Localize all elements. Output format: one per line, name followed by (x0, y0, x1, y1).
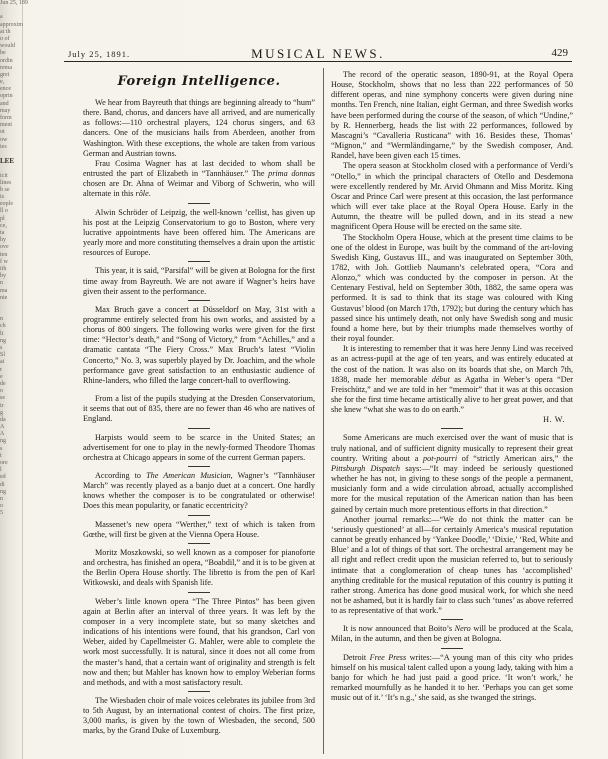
separator-rule (188, 592, 210, 593)
article-werther: Massenet’s new opera “Werther,” text of which is taken from Gœthe, will first be given at the Vienna Opera House. (83, 519, 315, 539)
author-signature: H. W. (543, 415, 565, 425)
edge-fragment: ed (0, 474, 6, 481)
edge-fragment: ove (0, 244, 9, 251)
edge-fragment: Sl (0, 352, 6, 359)
edge-fragment: ll o (0, 208, 8, 215)
edge-fragment: nie (0, 294, 8, 301)
separator-rule (188, 466, 210, 467)
text-run: It is now announced that Boito’s (343, 624, 455, 634)
separator-rule (188, 389, 210, 390)
edge-fragment: n (0, 495, 3, 502)
edge-fragment: s (0, 445, 3, 452)
article-max-bruch: Max Bruch gave a concert at Düsseldorf on May, 31st with a programme entirely selected from his own works, and assisted by a chorus of 800 singers. The following works were given for the first time: “Hector’s death,” and “Song of Victory,” from “Achilles,” and a dramatic cantata “The Fiery Cross.” Max Bruch’s latest “Violin Concerto,” No. 3, was superbly played by Dr. Joachim, and the whole performance gave great satisfaction to an enthusiastic audience of Rhine-landers, who filled the large concert-hall to overflowing. (83, 304, 315, 385)
edge-fragment: ten (0, 251, 8, 258)
text-run: début (431, 374, 450, 384)
edge-fragment: ng (0, 438, 6, 445)
edge-fragment: may (0, 107, 11, 114)
edge-fragment: ies (0, 143, 7, 150)
edge-fragment: n (0, 280, 3, 287)
article-bayreuth: We hear from Bayreuth that things are beginning already to “hum” there. Band, chorus, and dancers have all arrived, and are numerically as follows:—110 orchestral players, 124 chorus singers, and 63 dancers. One of the musicians hails from Aberdeen, another from Washington. With these exceptions, the whole are taken from various German and Austrian towns. (83, 98, 315, 158)
text-run: Detroit (343, 652, 370, 662)
text-run: writes:—“A young man of this city who prides himself on his musical talent called upon a young lady, taking with him a banjo for which he had just paid a good price. ‘It won’t work,’ he remarked mournfully as he handed it to her. ‘Perhaps you can get some music out of it.’ ‘It’s n.g.,’ she said, as she twanged the strings. (331, 652, 573, 703)
edge-fragment: pl (0, 215, 5, 222)
article-wiesbaden: The Wiesbaden choir of male voices celebrates its jubilee from 3rd to 5th August, by an international contest of choirs. The first prize, 3,000 marks, is given by the town of Wiesbaden, the second, 500 marks, by the Grand Duke of Luxemburg. (83, 695, 315, 736)
edge-fragment: ore (0, 460, 8, 466)
edge-fragment: di (0, 481, 5, 488)
edge-fragment (0, 309, 22, 316)
edge-fragment: hy (0, 237, 6, 244)
edge-fragment: by (0, 273, 6, 280)
edge-fragment: ir (0, 402, 4, 409)
edge-fragment (0, 7, 22, 14)
column-divider (323, 68, 324, 754)
edge-fragment: gret (0, 71, 10, 78)
text-run: According to (95, 471, 147, 480)
edge-fragment: ng (0, 337, 6, 344)
separator-rule (188, 515, 210, 516)
edge-fragment: is (0, 194, 5, 201)
edge-fragment: l (0, 467, 2, 474)
text-run: pot-pourri (423, 453, 458, 463)
edge-fragment: ith (0, 265, 7, 272)
article-three-pintos: Weber’s little known opera “The Three Pintos” has been given again at Berlin after an interval of three years. It was left by the composer in a very incomplete state, but so many sketches and indications of his intentions were found, that his grandson, Carl von Weber, aided by Capellmeister G. Mahler, were able to complete the work most successfully. It is natural, since it does not all come from the master’s hand, that a certain want of originality and strength is felt now and then; but Mahler has known how to employ Weberian forms and methods, and with a most satisfactory result. (83, 596, 315, 687)
edge-fragment: o of (0, 35, 10, 42)
text-run: Free Press (369, 652, 407, 662)
edge-fragment: ow (0, 136, 8, 143)
separator-rule (441, 619, 463, 620)
edge-fragment: g (0, 409, 3, 416)
edge-fragment: ce, (0, 222, 7, 229)
edge-fragment: a (0, 14, 3, 21)
text-run: prima donnas (268, 169, 315, 179)
masthead-title: MUSICAL NEWS. (251, 46, 385, 61)
edge-fragment: be (0, 50, 6, 57)
edge-fragment: rema (0, 64, 12, 71)
separator-rule (188, 203, 210, 204)
edge-fragment: approxim (0, 21, 23, 28)
text-run: Nero (454, 624, 471, 634)
edge-fragment: eople (0, 201, 13, 208)
text-run: , Wagner’s “Tannhäuser March” was recently played as a banjo duet at a concert. One hardly knows whether the composer is to be congratulated or otherwise! Does this mean popularity, or fanatic eccentricity? (83, 471, 315, 511)
article-schroder: Alwin Schröder of Leipzig, the well-known ’cellist, has given up his post at the Leipzig Conservatorium to go to Boston, where very lucrative appointments have been offered him. The Americans are yearly more and more constituting themselves a drain upon the artistic resources of Europe. (83, 207, 315, 258)
article-banjo-duet (83, 471, 315, 512)
edge-fragment: o (0, 388, 3, 395)
page-number: 429 (551, 47, 568, 59)
edge-fragment: would (0, 43, 15, 50)
edge-fragment: o (0, 503, 3, 510)
facing-page-edge (0, 0, 28, 759)
edge-fragment: n (0, 316, 3, 323)
article-harpists: Harpists would seem to be scarce in the United States; an advertisement for one to play in the newly-formed Theodore Thomas orchestra at Chicago appears in some of the current German papers. (83, 432, 315, 462)
article-american-music (331, 433, 573, 514)
separator-rule (188, 543, 210, 544)
edge-fragment: de (0, 380, 6, 387)
edge-fragment: b se (0, 186, 10, 193)
article-moszkowski: Moritz Moszkowski, so well known as a composer for pianoforte and orchestra, has finished an opera, “Boabdil,” and it is to be given at the Berlin Opera House shortly. The libretto is from the pen of Karl Witkowski, and deals with Spanish life. (83, 547, 315, 588)
article-stockholm-closing: The opera season at Stockholm closed with a performance of Verdi’s “Otello,” in which the principal characters of Otello and Desdemona were excellently rendered by Mr. Arvid Ohmann and Miss Moritz. King Oscar and Prince Carl were present at this occasion, the last performance which will ever take place at the Royal Opera House. Early in the Autumn, the theatre will be pulled down, and in its stead a new magnificent Opera House will be erected on the same site. (331, 161, 573, 232)
edge-fragment: e, (0, 79, 5, 86)
edge-fragment: ng (0, 488, 6, 495)
text-run: will be produced at the Scala, Milan, in the autumn, and then be given at Bologna. (331, 624, 573, 644)
text-run: . (148, 189, 151, 199)
edge-fragment: ordin (0, 57, 13, 64)
edge-fragment: LEE (0, 157, 15, 166)
edge-fragment: da (0, 416, 6, 423)
edge-fragment: at th (0, 28, 11, 35)
edge-fragment: ma (0, 287, 8, 294)
edge-fragment: Jun 25, 189 (0, 0, 28, 6)
article-detroit-banjo (331, 653, 573, 704)
edge-fragment: ta (0, 230, 5, 236)
text-run: rôle (135, 189, 149, 199)
edge-fragment: f w (0, 258, 8, 265)
edge-fragment: t (0, 452, 2, 459)
edge-fragment: and (0, 100, 9, 107)
text-run: chosen are Dr. Ahna of Weimar and Viborg of Schwerin, who will alternate in this (83, 179, 315, 199)
header-date: July 25, 1891. (68, 49, 131, 59)
edge-fragment: s (0, 345, 3, 351)
edge-fragment: lt (0, 330, 4, 337)
edge-fragment: oprin (0, 93, 13, 100)
edge-fragment: A (0, 431, 5, 438)
edge-fragment: e (0, 373, 3, 380)
edge-fragment (0, 302, 22, 309)
edge-fragment (0, 165, 22, 172)
edge-fragment: icit (0, 172, 8, 179)
edge-fragment: A (0, 424, 5, 431)
page-header (64, 47, 572, 62)
article-stockholm-season: The record of the operatic season, 1890-91, at the Royal Opera House, Stockholm, shows that no less than 222 performances of 50 different operas, and nine symphony concerts were given during nine months. Ten French, nine Italian, eight German, and three Swedish works have been performed during the course of the season, of which “Undine,” by R. Hennerberg, heads the list with 22 performances, followed by Mascagni’s “Cavalleria Rusticana” with 16. Besides these, Thomas’ “Mignon,” and “Wermländingarne,” by the Swedish composer, And. Randel, have been given each 15 times. (331, 70, 573, 161)
article-boito-nero (331, 624, 573, 644)
edge-fragment: r (0, 366, 2, 373)
edge-fragment: ot (0, 129, 5, 136)
right-column (331, 70, 573, 753)
separator-rule (188, 428, 210, 429)
separator-rule (441, 648, 463, 649)
text-run: Frau Cosima Wagner has at last decided to whom shall be entrusted the part of Elizabeth in “Tannhäuser.” The (83, 158, 315, 179)
separator-rule (188, 300, 210, 301)
article-jenny-lind (331, 344, 573, 415)
separator-rule (188, 691, 210, 692)
edge-fragment: lines (0, 179, 12, 186)
edge-fragment: ai (0, 359, 5, 366)
text-run: It is interesting to remember that it was here Jenny Lind was received as an actress-pupil at the age of ten years, and was entirely educated at the cost of the nation. It was also on its boards that she, on March 7th, 1838, made her memorable (331, 344, 573, 384)
edge-fragment: se (0, 395, 5, 402)
article-stockholm-history: The Stockholm Opera House, which at the present time claims to be one of the oldest in Europe, was built by the command of the art-loving Swedish King, Gustavus III., and was inaugurated on September 30th, 1782, with Joh. Gottlieb Naumann’s celebrated opera, “Cora and Alonzo,” which was conducted by the composer in person. At the Centenary Festival, held on September 30th, 1882, the same opera was performed. It is sad to think that its stage was coloured with King Gustavus’ blood (on March 17th, 1792); but during the century which has passed since his untimely death, not only have Swedish song and music found a home here, but by their triumphs made themselves worthy of their royal founder. (331, 232, 573, 344)
article-dresden: From a list of the pupils studying at the Dresden Conservatorium, it seems that out of 835, there are no fewer than 46 who are natives of England. (83, 394, 315, 424)
text-run: Some Americans are much exercised over the want of music that is truly national, and of sufficient dignity musically to represent their great country. Writing about a (331, 433, 573, 463)
text-run: as Agatha in Weber’s opera “Der Freischütz,” and we are told in her “memoir” that it was at this occasion she for the first time became artistically alive to her great power, and that she knew “what she was to do on earth.” (331, 374, 574, 415)
left-column (83, 70, 315, 753)
text-run: says:—“It may indeed be seriously questioned whether he has not, in giving to these songs of the people a permanent, musicianly form and a wide circulation abroad, actually accomplished more for the musical reputation of the American nation than has been gained by certain much more pretentious efforts in that direction.” (331, 463, 573, 514)
edge-fragment: 5 (0, 510, 3, 517)
edge-fragment: ment (0, 122, 12, 129)
article-tannhauser-casting (83, 159, 315, 200)
edge-fragment: ence (0, 86, 11, 93)
edge-fragment: ch (0, 323, 6, 330)
text-run: Pittsburgh Dispatch (331, 463, 401, 473)
separator-rule (188, 261, 210, 262)
article-journal-remarks: Another journal remarks:—“We do not think the matter can be ‘seriously questioned’ at all—for certainly America’s musical reputation cannot be greatly enhanced by ‘Yankee Doodle,’ ‘Dixie,’ ‘Red, White and Blue’ and a lot of things of that sort. The orchestral arrangement may be all right and reflect credit upon the musician referred to, but to seriously intimate that a conglomeration of cheap tunes has ‘accomplished’ anything creditable for the musical reputation of this country is putting it rather strong. America has done good musical work, for which she need not be ashamed, but it is hardly fair to class such ‘tunes’ as above referred to as representative of that work.” (331, 514, 573, 616)
text-run: The American Musician (146, 471, 231, 480)
section-heading: Foreign Intelligence. (117, 74, 281, 89)
edge-fragment: form (0, 115, 12, 121)
text-run: of “strictly American airs,” the (457, 453, 573, 463)
article-parsifal: This year, it is said, “Parsifal” will be given at Bologna for the first time away from Bayreuth. We are not aware if Wagner’s heirs have given their assent to the performance. (83, 266, 315, 296)
separator-rule (441, 428, 463, 429)
